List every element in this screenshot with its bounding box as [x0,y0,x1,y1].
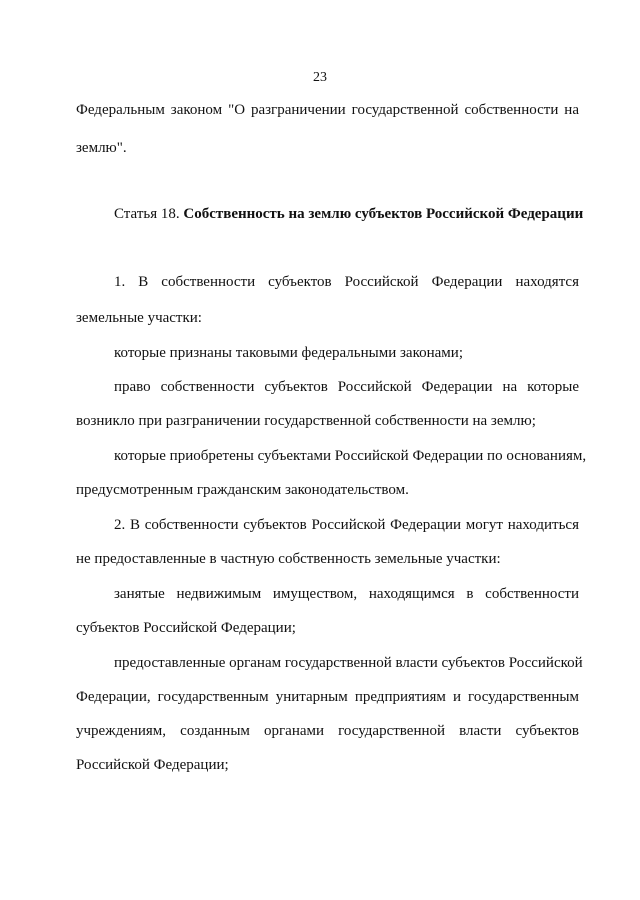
text-line: Федерации, государственным унитарным предприятиям и государственным [76,689,579,705]
text-line: землю". [76,140,127,156]
text-line: субъектов Российской Федерации; [76,620,296,636]
text-line: не предоставленные в частную собственность земельные участки: [76,551,501,567]
text-line: Российской Федерации; [76,757,229,773]
text-line: предусмотренным гражданским законодательством. [76,482,409,498]
text-line: возникло при разграничении государственной собственности на землю; [76,413,536,429]
text-line: 1. В собственности субъектов Российской Федерации находятся [114,274,579,290]
text-line: земельные участки: [76,310,202,326]
list-item: предоставленные органам государственной власти субъектов Российской [114,655,583,671]
list-item: которые признаны таковыми федеральными законами; [114,345,463,361]
text-line: Федеральным законом "О разграничении государственной собственности на [76,102,579,118]
article-heading [114,204,594,224]
text-line: учреждениям, созданным органами государственной власти субъектов [76,723,579,739]
page-number: 23 [313,70,327,85]
list-item: которые приобретены субъектами Российской Федерации по основаниям, [114,448,587,464]
text-line: 2. В собственности субъектов Российской Федерации могут находиться [114,517,579,533]
article-label: Статья 18. [114,206,180,222]
article-title: Собственность на землю субъектов Российской Федерации [183,206,584,222]
list-item: право собственности субъектов Российской Федерации на которые [114,379,579,395]
list-item: занятые недвижимым имуществом, находящимся в собственности [114,586,579,602]
